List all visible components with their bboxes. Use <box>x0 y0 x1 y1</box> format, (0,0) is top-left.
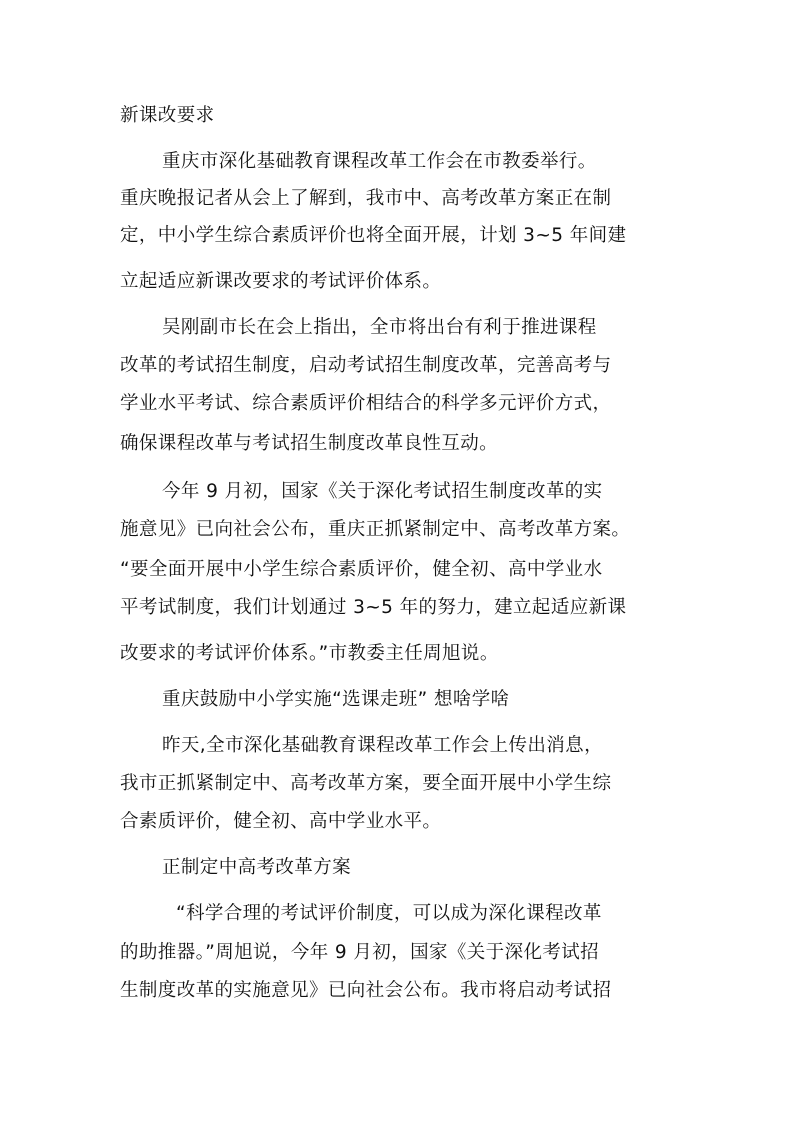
text-line: 今年 9 月初，国家《关于深化考试招生制度改革的实 <box>162 481 603 502</box>
text-line: 的助推器。”周旭说，今年 9 月初，国家《关于深化考试招 <box>120 942 600 963</box>
text-line: 正制定中高考改革方案 <box>162 857 352 878</box>
text-line: “科学合理的考试评价制度，可以成为深化课程改革 <box>176 903 602 924</box>
text-line: 重庆鼓励中小学实施“选课走班” 想啥学啥 <box>162 689 510 710</box>
text-line: 平考试制度，我们计划通过 3~5 年的努力，建立起适应新课 <box>120 597 627 618</box>
text-line: 新课改要求 <box>120 105 215 126</box>
text-line: 吴刚副市长在会上指出，全市将出台有利于推进课程 <box>162 317 597 338</box>
text-line: 定，中小学生综合素质评价也将全面开展，计划 3~5 年间建 <box>120 225 627 246</box>
text-line: 改革的考试招生制度，启动考试招生制度改革，完善高考与 <box>120 355 612 376</box>
text-line: 重庆市深化基础教育课程改革工作会在市教委举行。 <box>162 151 597 172</box>
text-line: 重庆晚报记者从会上了解到，我市中、高考改革方案正在制 <box>120 188 612 209</box>
text-line: 确保课程改革与考试招生制度改革良性互动。 <box>120 433 499 454</box>
text-line: 学业水平考试、综合素质评价相结合的科学多元评价方式， <box>120 393 612 414</box>
text-line: “要全面开展中小学生综合素质评价，健全初、高中学业水 <box>120 559 603 580</box>
text-line: 立起适应新课改要求的考试评价体系。 <box>120 271 442 292</box>
text-line: 我市正抓紧制定中、高考改革方案，要全面开展中小学生综 <box>120 773 612 794</box>
text-line: 施意见》已向社会公布，重庆正抓紧制定中、高考改革方案。 <box>120 519 631 540</box>
text-line: 合素质评价，健全初、高中学业水平。 <box>120 811 442 832</box>
text-line: 昨天,全市深化基础教育课程改革工作会上传出消息， <box>162 735 603 756</box>
text-line: 生制度改革的实施意见》已向社会公布。我市将启动考试招 <box>120 980 612 1001</box>
text-line: 改要求的考试评价体系。”市教委主任周旭说。 <box>120 643 499 664</box>
